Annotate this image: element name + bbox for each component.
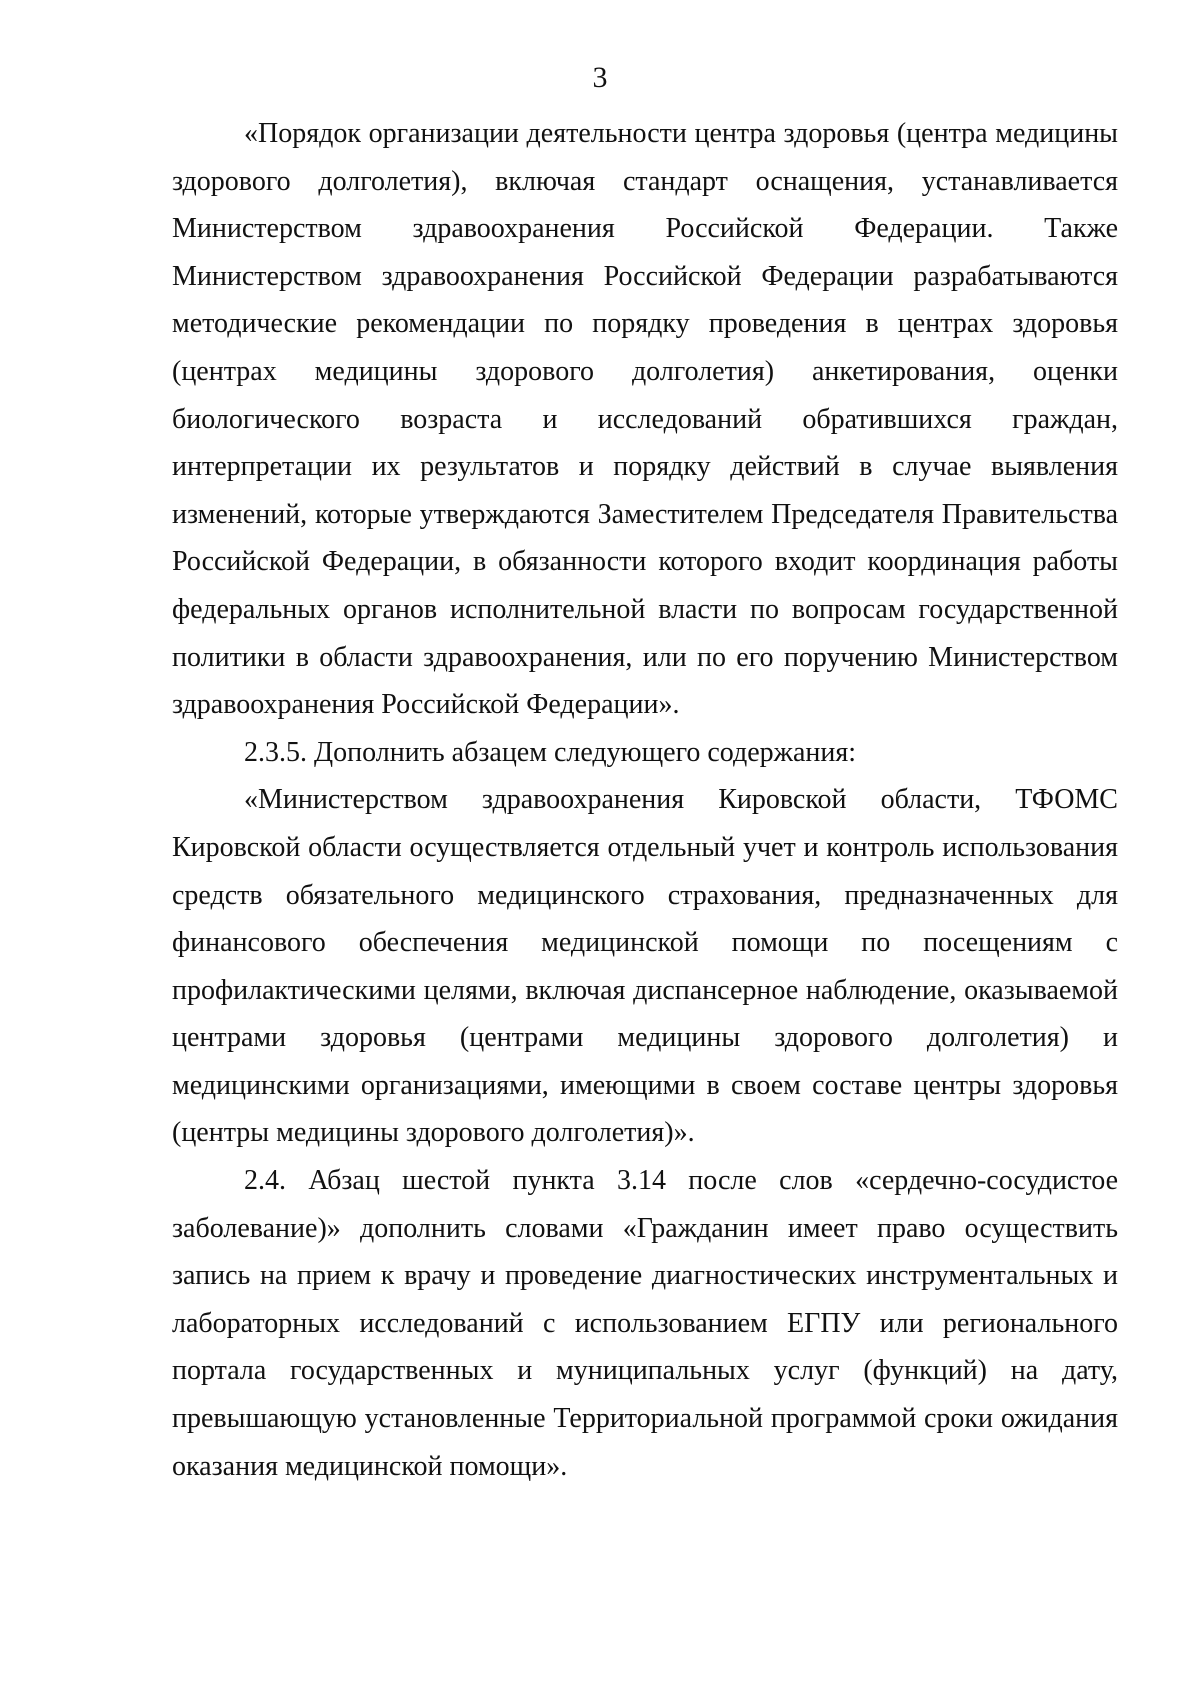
paragraph-procedure: «Порядок организации деятельности центра здоровья (центра медицины здорового долголетия), включая стандарт оснащения, устанавливается Министерством здравоохранения Российской Федерации. Также Министерством здравоохранения Российской Федерации разрабатываются методические рекомендации по порядку проведения в центрах здоровья (центрах медицины здорового долголетия) анкетирования, оценки биологического возраста и исследований обратившихся граждан, интерпретации их результатов и порядку действий в случае выявления изменений, которые утверждаются Заместителем Председателя Правительства Российской Федерации, в обязанности которого входит координация работы федеральных органов исполнительной власти по вопросам государственной политики в области здравоохранения, или по его поручению Министерством здравоохранения Российской Федерации». bbox=[172, 118, 1118, 721]
page-number: 3 bbox=[592, 61, 608, 94]
document-body bbox=[172, 110, 1118, 1490]
paragraph-2-4: 2.4. Абзац шестой пункта 3.14 после слов «сердечно-сосудистое заболевание)» дополнить словами «Гражданин имеет право осуществить запись на прием к врачу и проведение диагностических инструментальных и лабораторных исследований с использованием ЕГПУ или регионального портала государственных и муниципальных услуг (функций) на дату, превышающую установленные Территориальной программой сроки ожидания оказания медицинской помощи». bbox=[172, 1165, 1118, 1482]
paragraph-2-3-5: 2.3.5. Дополнить абзацем следующего содержания: bbox=[244, 736, 857, 768]
paragraph-accounting: «Министерством здравоохранения Кировской области, ТФОМС Кировской области осуществляется отдельный учет и контроль использования средств обязательного медицинского страхования, предназначенных для финансового обеспечения медицинской помощи по посещениям с профилактическими целями, включая диспансерное наблюдение, оказываемой центрами здоровья (центрами медицины здорового долголетия) и медицинскими организациями, имеющими в своем составе центры здоровья (центры медицины здорового долголетия)». bbox=[172, 784, 1118, 1149]
